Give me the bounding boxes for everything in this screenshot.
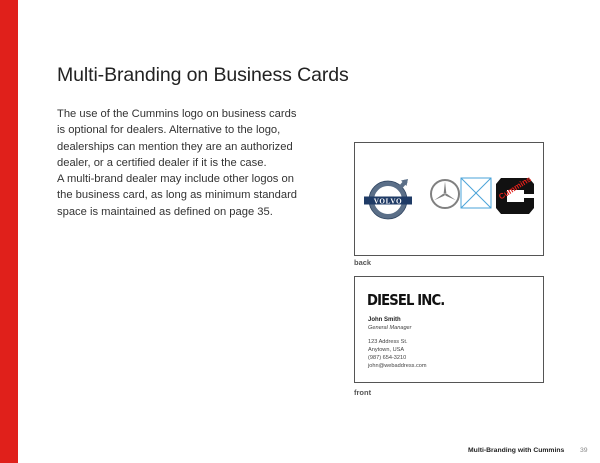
mercedes-star-icon xyxy=(429,178,461,210)
dealer-name: DIESEL INC. xyxy=(367,291,445,309)
page-number: 39 xyxy=(580,447,588,454)
red-accent-bar xyxy=(0,0,18,463)
card-front-label: front xyxy=(354,388,372,397)
page-title: Multi-Branding on Business Cards xyxy=(57,64,349,86)
phone-line: (987) 654-3210 xyxy=(368,355,407,361)
volvo-logo-icon xyxy=(364,176,412,224)
intro-paragraph: The use of the Cummins logo on business cards is optional for dealers. Alternative to the logo, dealerships can mention they are an authorized dealer, or a certified dealer if it is the case. xyxy=(57,108,297,169)
address-line: Anytown, USA xyxy=(368,347,405,353)
contact-name: John Smith xyxy=(368,317,401,323)
address-line: 123 Address St. xyxy=(368,339,408,345)
cummins-wordmark: Cummins xyxy=(497,174,533,202)
cummins-logo-icon xyxy=(494,174,538,218)
placeholder-x-icon xyxy=(460,177,492,209)
footer-section-title: Multi-Branding with Cummins xyxy=(468,447,565,454)
business-card-back xyxy=(354,142,544,256)
multi-brand-paragraph: A multi-brand dealer may include other logos on the business card, as long as minimum standard space is maintained as defined on page 35. xyxy=(57,173,298,218)
volvo-wordmark: VOLVO xyxy=(373,197,403,206)
business-card-front xyxy=(354,276,544,383)
email-line: john@webaddress.com xyxy=(368,363,427,369)
card-back-label: back xyxy=(354,258,372,267)
contact-title: General Manager xyxy=(368,325,412,331)
